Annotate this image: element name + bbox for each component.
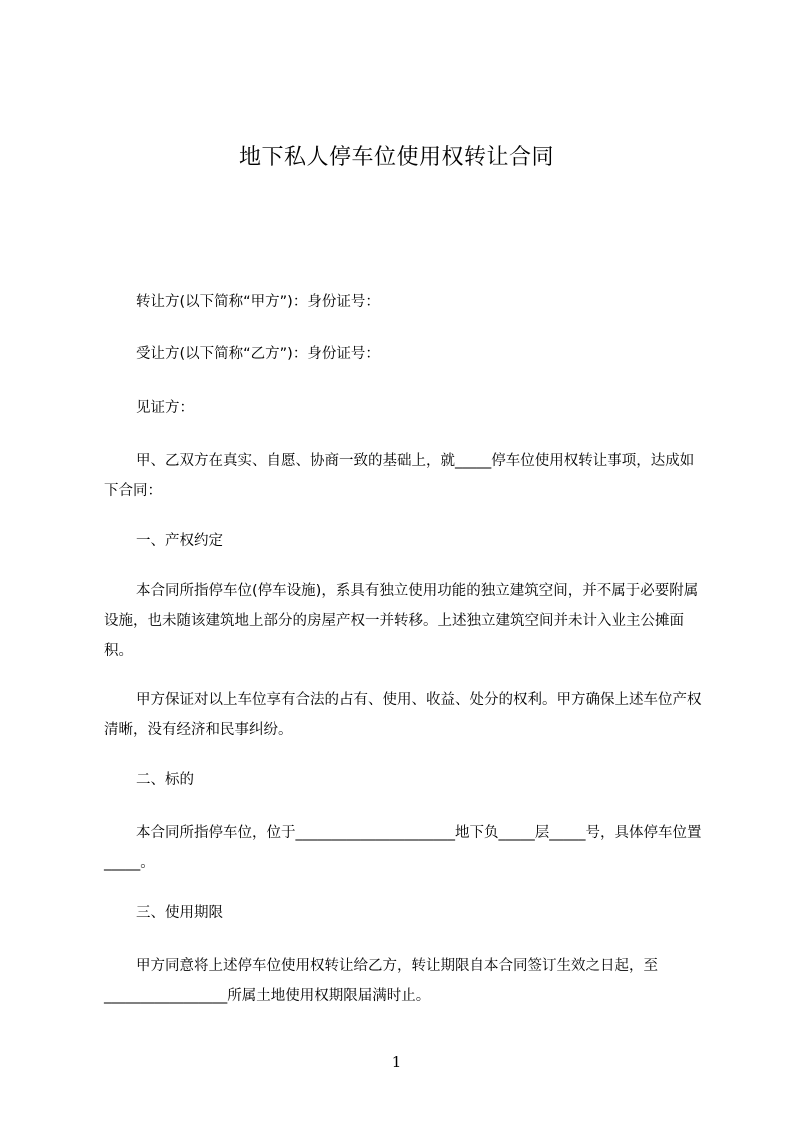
subject-paragraph: 本合同所指停车位，位于______________________地下负_____层_____号，具体停车位置_____。 — [104, 825, 702, 871]
section-heading-ownership: 一、产权约定 — [136, 533, 223, 549]
ownership-paragraph-2: 甲方保证对以上车位享有合法的占有、使用、收益、处分的权利。甲方确保上述车位产权清晰，没有经济和民事纠纷。 — [104, 692, 702, 738]
party-a-line: 转让方(以下简称“甲方”)：身份证号： — [136, 294, 380, 310]
document-title: 地下私人停车位使用权转让合同 — [238, 145, 554, 170]
term-paragraph: 甲方同意将上述停车位使用权转让给乙方，转让期限自本合同签订生效之日起，至_________________所属土地使用权期限届满时止。 — [104, 958, 658, 1004]
section-heading-subject: 二、标的 — [136, 772, 194, 788]
witness-line: 见证方： — [136, 400, 194, 416]
party-b-line: 受让方(以下简称“乙方”)：身份证号： — [136, 346, 380, 362]
ownership-paragraph-1: 本合同所指停车位(停车设施)，系具有独立使用功能的独立建筑空间，并不属于必要附属设施，也未随该建筑地上部分的房屋产权一并转移。上述独立建筑空间并未计入业主公摊面积。 — [104, 583, 699, 659]
preamble-paragraph: 甲、乙双方在真实、自愿、协商一致的基础上，就_____停车位使用权转让事项，达成如下合同： — [104, 453, 695, 499]
section-heading-term: 三、使用期限 — [136, 905, 223, 921]
page-number: 1 — [391, 1053, 402, 1071]
